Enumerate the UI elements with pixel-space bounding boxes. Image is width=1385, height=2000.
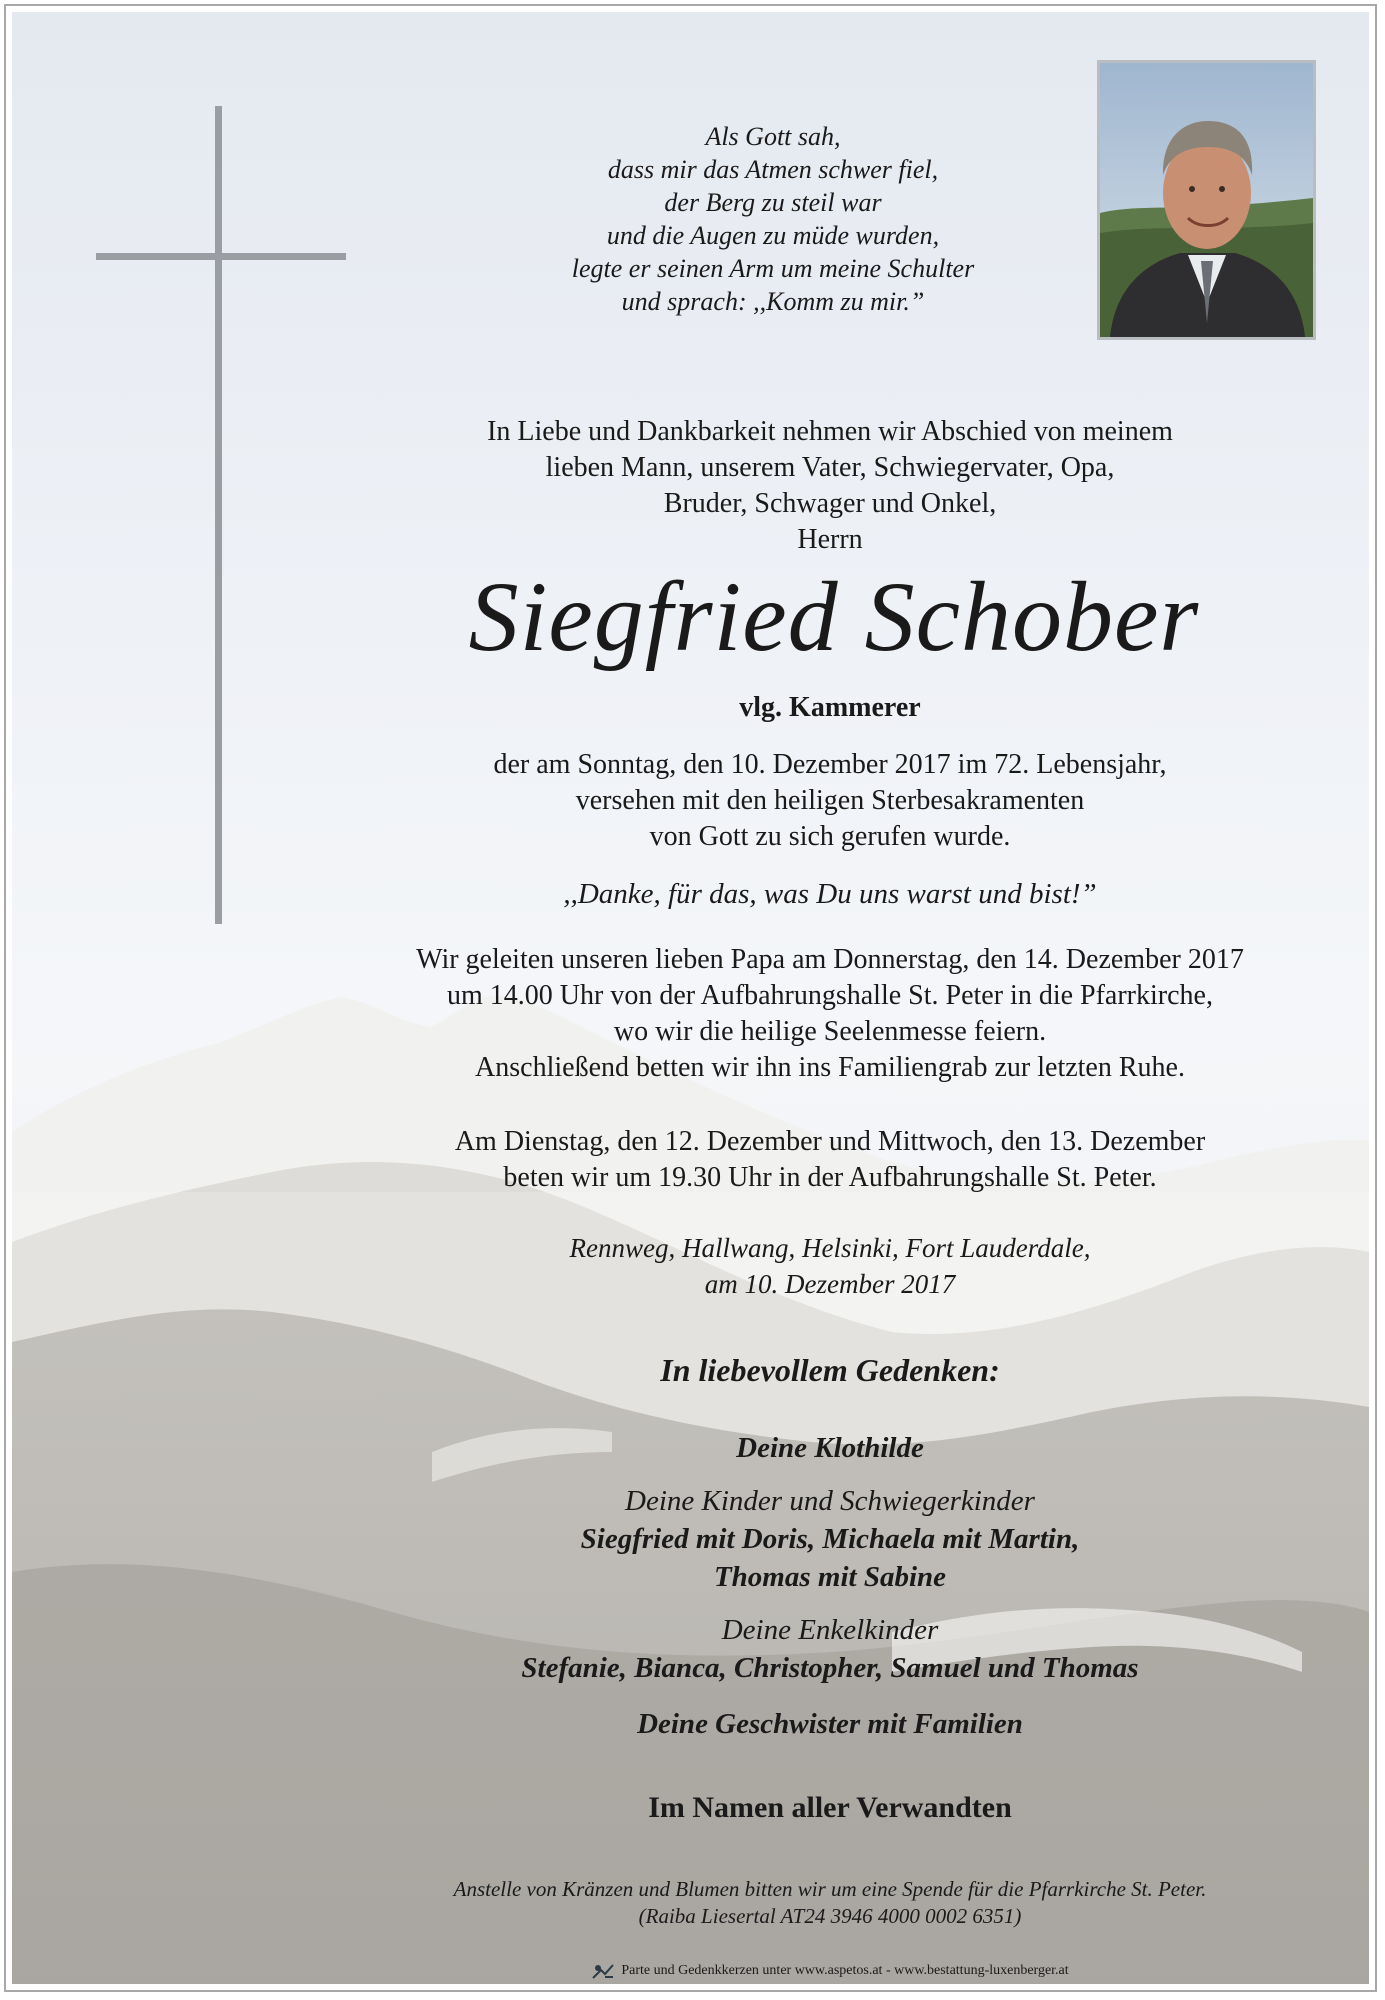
ceremony-line: Anschließend betten wir ihn ins Familiengrab zur letzten Ruhe. [475,1052,1185,1083]
death-line: von Gott zu sich gerufen wurde. [649,821,1011,852]
family-children: Thomas mit Sabine [713,1561,947,1593]
ceremony-line: um 14.00 Uhr von der Aufbahrungshalle St. Peter in die Pfarrkirche, [447,980,1213,1011]
footer-link-text[interactable]: Parte und Gedenkkerzen unter www.aspetos.at - www.bestattung-luxenberger.at [621,1963,1069,1979]
deceased-name-text: Siegfried Schober [468,561,1200,672]
family-children: Siegfried mit Doris, Michaela mit Martin, [580,1523,1080,1555]
family-grandchildren-label: Deine Enkelkinder [721,1614,939,1646]
donation-line: Anstelle von Kränzen und Blumen bitten wir um eine Spende für die Pfarrkirche St. Peter. [453,1877,1207,1901]
place-line: Rennweg, Hallwang, Helsinki, Fort Lauderdale, [569,1233,1091,1263]
notice-area [12,12,1369,1984]
intro-line: Bruder, Schwager und Onkel, [663,488,997,519]
behalf-text: Im Namen aller Verwandten [648,1791,1012,1824]
prayer-line: beten wir um 19.30 Uhr in der Aufbahrungshalle St. Peter. [503,1162,1157,1193]
candle-logo-icon [591,1962,615,1980]
poem-line: Als Gott sah, [705,122,841,151]
quote-text: ,,Danke, für das, was Du uns warst und bist!” [563,878,1097,910]
poem-line: und sprach: ,,Komm zu mir.” [621,287,925,316]
intro-line: Herrn [797,524,863,555]
death-line: versehen mit den heiligen Sterbesakramenten [575,785,1085,816]
memory-heading-text: In liebevollem Gedenken: [660,1352,1000,1388]
death-line: der am Sonntag, den 10. Dezember 2017 im 72. Lebensjahr, [493,749,1167,780]
prayer-line: Am Dienstag, den 12. Dezember und Mittwoch, den 13. Dezember [454,1126,1206,1157]
poem-line: der Berg zu steil war [664,188,882,217]
ceremony-line: wo wir die heilige Seelenmesse feiern. [613,1016,1047,1047]
bank-account-line: (Raiba Liesertal AT24 3946 4000 0002 6351) [638,1904,1022,1928]
intro-line: In Liebe und Dankbarkeit nehmen wir Abschied von meinem [487,416,1173,447]
alias-text: vlg. Kammerer [739,692,921,723]
poem-line: und die Augen zu müde wurden, [606,221,940,250]
family-children-label: Deine Kinder und Schwiegerkinder [625,1485,1035,1517]
poem-line: dass mir das Atmen schwer fiel, [607,155,939,184]
ceremony-line: Wir geleiten unseren lieben Papa am Donnerstag, den 14. Dezember 2017 [416,944,1244,975]
intro-line: lieben Mann, unserem Vater, Schwiegervater, Opa, [545,452,1115,483]
family-siblings: Deine Geschwister mit Familien [637,1708,1023,1740]
date-line: am 10. Dezember 2017 [704,1269,956,1299]
poem-line: legte er seinen Arm um meine Schulter [571,254,975,283]
family-wife: Deine Klothilde [736,1432,924,1464]
family-grandchildren: Stefanie, Bianca, Christopher, Samuel und Thomas [521,1652,1139,1684]
